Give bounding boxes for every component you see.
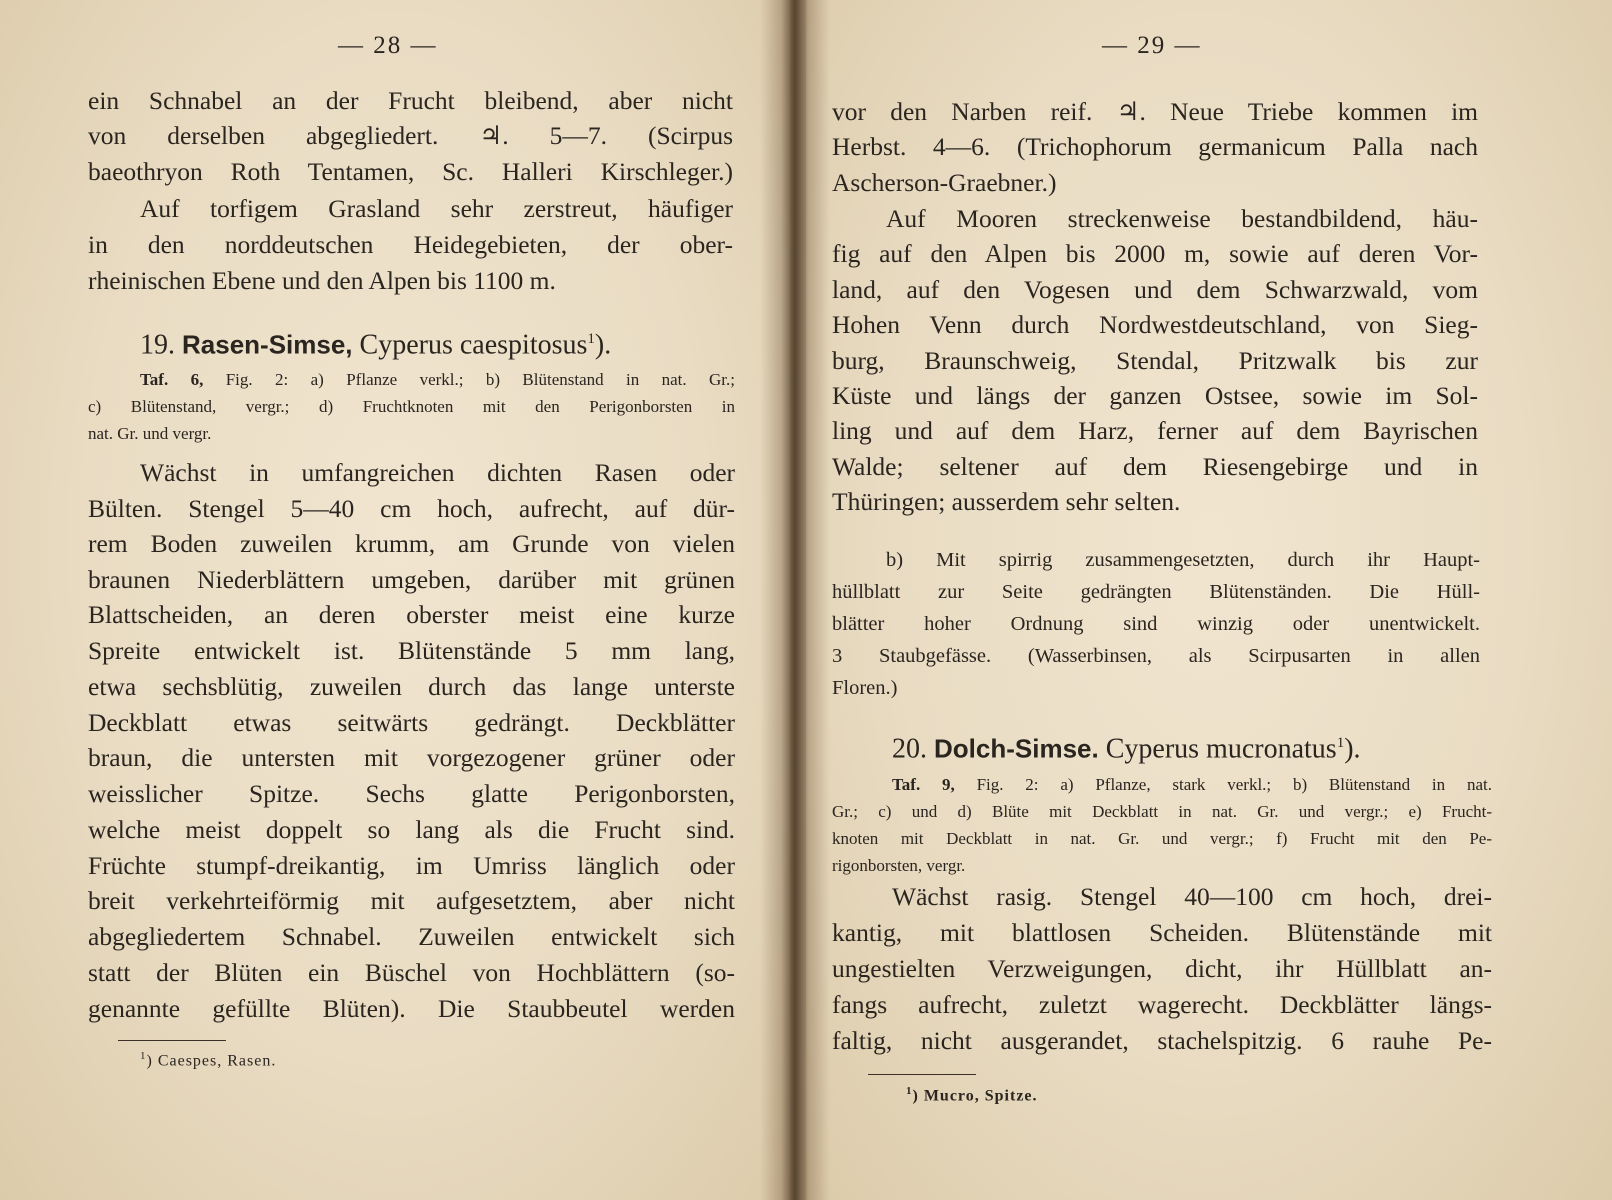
text-line: Auf Mooren streckenweise bestandbildend, häu- — [886, 204, 1478, 233]
text-line: baeothryon Roth Tentamen, Sc. Halleri Kirschleger.) — [88, 157, 733, 186]
footnote-text: ) Mucro, Spitze. — [912, 1087, 1038, 1105]
left-page — [0, 0, 790, 1200]
caption-text: Fig. 2: a) Pflanze, stark verkl.; b) Blütenstand in nat. — [976, 775, 1492, 794]
caption-line: Gr.; c) und d) Blüte mit Deckblatt in nat. Gr. und vergr.; e) Frucht- — [832, 802, 1492, 821]
footnote-ref: 1 — [1336, 735, 1345, 751]
text-line: welche meist doppelt so lang als die Frucht sind. — [88, 815, 735, 844]
text-line: Hohen Venn durch Nordwestdeutschland, von Sieg- — [832, 310, 1478, 339]
figure-caption — [892, 772, 1492, 798]
right-page — [806, 0, 1612, 1200]
figure-caption — [140, 367, 735, 393]
text-line: braunen Niederblättern umgeben, darüber mit grünen — [88, 565, 735, 594]
text-line: Früchte stumpf-dreikantig, im Umriss länglich oder — [88, 851, 735, 880]
text-line: Küste und längs der ganzen Ostsee, sowie im Sol- — [832, 381, 1478, 410]
caption-text: Fig. 2: a) Pflanze verkl.; b) Blütenstand in nat. Gr.; — [225, 370, 735, 389]
text-line: statt der Blüten ein Büschel von Hochblättern (so- — [88, 958, 735, 987]
species-latin-name: Cyperus mucronatus — [1105, 733, 1337, 765]
plate-ref: Taf. 9, — [892, 775, 955, 794]
species-heading — [892, 726, 1361, 766]
text-line-small: blätter hoher Ordnung sind winzig oder unentwickelt. — [832, 613, 1480, 635]
caption-line: nat. Gr. und vergr. — [88, 424, 212, 443]
text-line-small: hüllblatt zur Seite gedrängten Blütenständen. Die Hüll- — [832, 581, 1480, 603]
page-number: — 28 — — [338, 32, 438, 59]
text-line: abgegliedertem Schnabel. Zuweilen entwickelt sich — [88, 922, 735, 951]
footnote-text: ) Caespes, Rasen. — [146, 1052, 277, 1070]
heading-close: ). — [1344, 733, 1361, 765]
text-line: in den norddeutschen Heidegebieten, der ober- — [88, 230, 733, 259]
text-line: Deckblatt etwas seitwärts gedrängt. Deckblätter — [88, 708, 735, 737]
text-line: Blattscheiden, an deren oberster meist eine kurze — [88, 600, 735, 629]
text-line: faltig, nicht ausgerandet, stachelspitzig. 6 rauhe Pe- — [832, 1026, 1492, 1055]
text-line: rheinischen Ebene und den Alpen bis 1100 m. — [88, 266, 556, 295]
footnote-rule — [868, 1074, 976, 1075]
text-line: vor den Narben reif. ♃. Neue Triebe kommen im — [832, 97, 1478, 126]
text-line: Bülten. Stengel 5—40 cm hoch, aufrecht, auf dür- — [88, 494, 735, 523]
text-line: burg, Braunschweig, Stendal, Pritzwalk bis zur — [832, 346, 1478, 375]
text-line-small: Floren.) — [832, 677, 898, 699]
species-common-name: Dolch-Simse. — [934, 733, 1099, 764]
footnote-mark: 1 — [140, 1050, 147, 1062]
footnote-rule — [118, 1040, 226, 1041]
text-line: ling und auf dem Harz, ferner auf dem Bayrischen — [832, 416, 1478, 445]
plate-ref: Taf. 6, — [140, 370, 204, 389]
text-line: Walde; seltener auf dem Riesengebirge und in — [832, 452, 1478, 481]
text-line: land, auf den Vogesen und dem Schwarzwald, vom — [832, 275, 1478, 304]
text-line: fangs aufrecht, zuletzt wagerecht. Deckblätter längs- — [832, 990, 1492, 1019]
species-number: 19. — [140, 329, 175, 361]
heading-close: ). — [594, 329, 612, 361]
page-number: — 29 — — [1102, 32, 1202, 59]
species-number: 20. — [892, 733, 927, 765]
text-line: Wächst in umfangreichen dichten Rasen oder — [140, 458, 735, 487]
text-line: Thüringen; ausserdem sehr selten. — [832, 487, 1181, 516]
caption-line: c) Blütenstand, vergr.; d) Fruchtknoten mit den Perigonborsten in — [88, 397, 735, 416]
species-heading — [140, 322, 611, 362]
text-line: ein Schnabel an der Frucht bleibend, aber nicht — [88, 86, 733, 115]
text-line: etwa sechsblütig, zuweilen durch das lange unterste — [88, 672, 735, 701]
text-line: fig auf den Alpen bis 2000 m, sowie auf deren Vor- — [832, 239, 1478, 268]
footnote — [906, 1085, 1038, 1105]
text-line: Herbst. 4—6. (Trichophorum germanicum Palla nach — [832, 132, 1478, 161]
text-line: weisslicher Spitze. Sechs glatte Perigonborsten, — [88, 779, 735, 808]
text-line: kantig, mit blattlosen Scheiden. Blütenstände mit — [832, 918, 1492, 947]
text-line: Auf torfigem Grasland sehr zerstreut, häufiger — [140, 194, 733, 223]
text-line: rem Boden zuweilen krumm, am Grunde von vielen — [88, 529, 735, 558]
text-line: von derselben abgegliedert. ♃. 5—7. (Scirpus — [88, 121, 733, 150]
species-common-name: Rasen-Simse, — [182, 329, 353, 360]
caption-line: knoten mit Deckblatt in nat. Gr. und vergr.; f) Frucht mit den Pe- — [832, 829, 1492, 848]
text-line: Spreite entwickelt ist. Blütenstände 5 mm lang, — [88, 636, 735, 665]
text-line-small: b) Mit spirrig zusammengesetzten, durch ihr Haupt- — [886, 549, 1480, 571]
text-line: braun, die untersten mit vorgezogener grüner oder — [88, 743, 735, 772]
footnote-ref: 1 — [587, 331, 595, 347]
footnote — [140, 1050, 276, 1070]
book-spine-gutter — [760, 0, 830, 1200]
species-latin-name: Cyperus caespitosus — [359, 329, 588, 361]
text-line: Ascherson-Graebner.) — [832, 168, 1057, 197]
text-line: genannte gefüllte Blüten). Die Staubbeutel werden — [88, 994, 735, 1023]
text-line-small: 3 Staubgefässe. (Wasserbinsen, als Scirpusarten in allen — [832, 645, 1480, 667]
caption-line: rigonborsten, vergr. — [832, 856, 966, 875]
text-line: breit verkehrteiförmig mit aufgesetztem, aber nicht — [88, 886, 735, 915]
text-line: Wächst rasig. Stengel 40—100 cm hoch, drei- — [892, 882, 1492, 911]
footnote-mark: 1 — [906, 1085, 913, 1097]
text-line: ungestielten Verzweigungen, dicht, ihr Hüllblatt an- — [832, 954, 1492, 983]
